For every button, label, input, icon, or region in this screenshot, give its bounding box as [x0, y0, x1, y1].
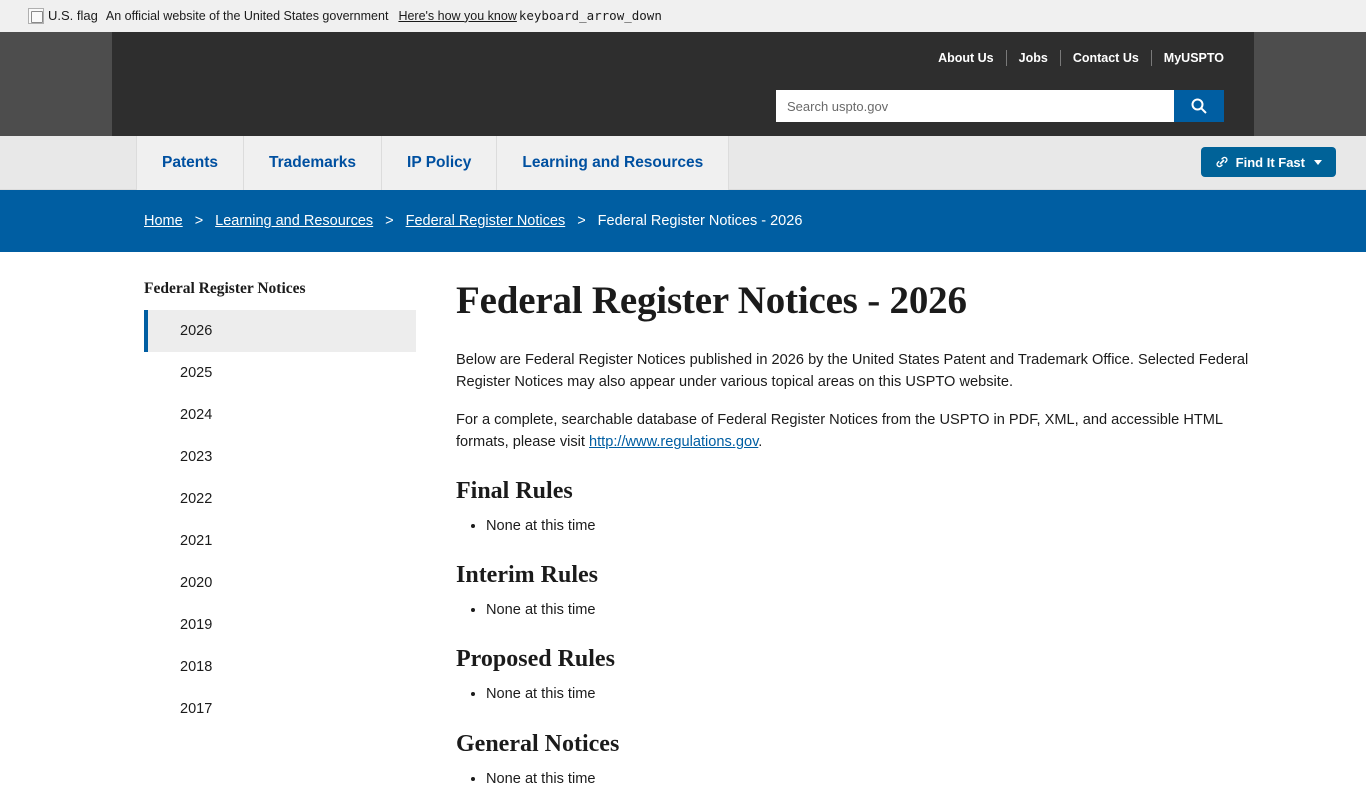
- breadcrumb-separator: >: [194, 213, 204, 229]
- regulations-gov-link[interactable]: http://www.regulations.gov: [589, 434, 759, 451]
- intro-paragraph-2-period: .: [758, 434, 763, 451]
- chevron-down-icon: [1314, 160, 1322, 165]
- sidebar-item-2017[interactable]: 2017: [180, 701, 213, 717]
- nav-item-learning-and-resources[interactable]: Learning and Resources: [497, 136, 729, 190]
- intro-paragraph-2-text: For a complete, searchable database of Federal Register Notices from the USPTO in PDF, XML, and accessible HTML formats, please visit: [456, 412, 1223, 451]
- sidebar-item-2020[interactable]: 2020: [180, 575, 213, 591]
- main-nav: [136, 136, 729, 190]
- sidebar-item-2022[interactable]: 2022: [180, 491, 213, 507]
- main-column: [416, 280, 1366, 795]
- find-it-fast-button[interactable]: [1201, 147, 1336, 177]
- list-item: • None at this time: [486, 515, 1256, 538]
- section-heading-general-notices: General Notices: [456, 730, 620, 757]
- list-item: • None at this time: [486, 683, 1256, 706]
- sidebar-item-2021[interactable]: 2021: [180, 533, 213, 549]
- find-it-fast-label: Find It Fast: [1235, 154, 1305, 170]
- intro-paragraph-2: [456, 409, 1256, 453]
- sidebar-item-2018[interactable]: 2018: [180, 659, 213, 675]
- utility-nav-item-jobs[interactable]: Jobs: [1007, 50, 1061, 66]
- chevron-down-icon[interactable]: keyboard_arrow_down: [518, 8, 662, 23]
- section-heading-final-rules: Final Rules: [456, 477, 573, 504]
- list-item: • None at this time: [486, 599, 1256, 622]
- gov-official-banner: [0, 0, 1366, 32]
- site-header: [0, 32, 1366, 136]
- page-title: Federal Register Notices - 2026: [456, 279, 967, 322]
- utility-nav: [926, 50, 1224, 66]
- breadcrumb-separator: >: [385, 213, 394, 229]
- nav-item-patents[interactable]: Patents: [136, 136, 244, 190]
- section-list-general-notices: [456, 768, 1256, 791]
- link-icon: [1215, 155, 1229, 169]
- sidebar-item-2025[interactable]: 2025: [180, 365, 213, 381]
- section-list-final-rules: [456, 515, 1256, 538]
- us-flag-image: [28, 8, 98, 24]
- search-input[interactable]: [776, 90, 1174, 122]
- section-list-interim-rules: [456, 599, 1256, 622]
- search-icon: [1190, 97, 1208, 115]
- section-list-proposed-rules: [456, 683, 1256, 706]
- utility-nav-item-myuspto[interactable]: MyUSPTO: [1163, 51, 1224, 65]
- breadcrumb-item-federal-register-notices[interactable]: Federal Register Notices: [405, 213, 566, 229]
- sidebar-list: [144, 310, 416, 730]
- nav-item-trademarks[interactable]: Trademarks: [244, 136, 382, 190]
- nav-item-ip-policy[interactable]: IP Policy: [382, 136, 497, 190]
- section-heading-proposed-rules: Proposed Rules: [456, 646, 615, 673]
- breadcrumb-separator: >: [577, 213, 586, 229]
- list-item: • None at this time: [486, 768, 1256, 791]
- site-search: [776, 90, 1224, 122]
- breadcrumb-item-learning-and-resources[interactable]: Learning and Resources: [215, 213, 374, 229]
- breadcrumb-item-current: Federal Register Notices - 2026: [597, 213, 803, 229]
- sidebar-title: Federal Register Notices: [144, 280, 306, 297]
- gov-banner-text: An official website of the United States government: [105, 8, 389, 23]
- sidebar: [144, 280, 416, 795]
- sidebar-item-2026[interactable]: 2026: [144, 310, 416, 352]
- sidebar-item-2023[interactable]: 2023: [180, 449, 213, 465]
- breadcrumb-item-home[interactable]: Home: [144, 213, 183, 229]
- how-you-know-link[interactable]: Here's how you know: [398, 8, 517, 23]
- site-header-inner: [112, 32, 1254, 136]
- page-content: [0, 252, 1366, 795]
- search-button[interactable]: [1174, 90, 1224, 122]
- utility-nav-item-about-us[interactable]: About Us: [926, 50, 1007, 66]
- section-heading-interim-rules: Interim Rules: [456, 561, 598, 588]
- sidebar-item-2024[interactable]: 2024: [180, 407, 213, 423]
- us-flag-alt-text: U.S. flag: [48, 8, 98, 23]
- broken-image-icon: [28, 8, 44, 24]
- utility-nav-item-contact-us[interactable]: Contact Us: [1061, 50, 1152, 66]
- main-nav-bar: [0, 136, 1366, 190]
- intro-paragraph-1: Below are Federal Register Notices published in 2026 by the United States Patent and Trademark Office. Selected Federal Register Notices may also appear under various topical areas on this USPTO website.: [456, 351, 1249, 391]
- sidebar-item-2019[interactable]: 2019: [180, 617, 213, 633]
- breadcrumb: [0, 190, 1366, 252]
